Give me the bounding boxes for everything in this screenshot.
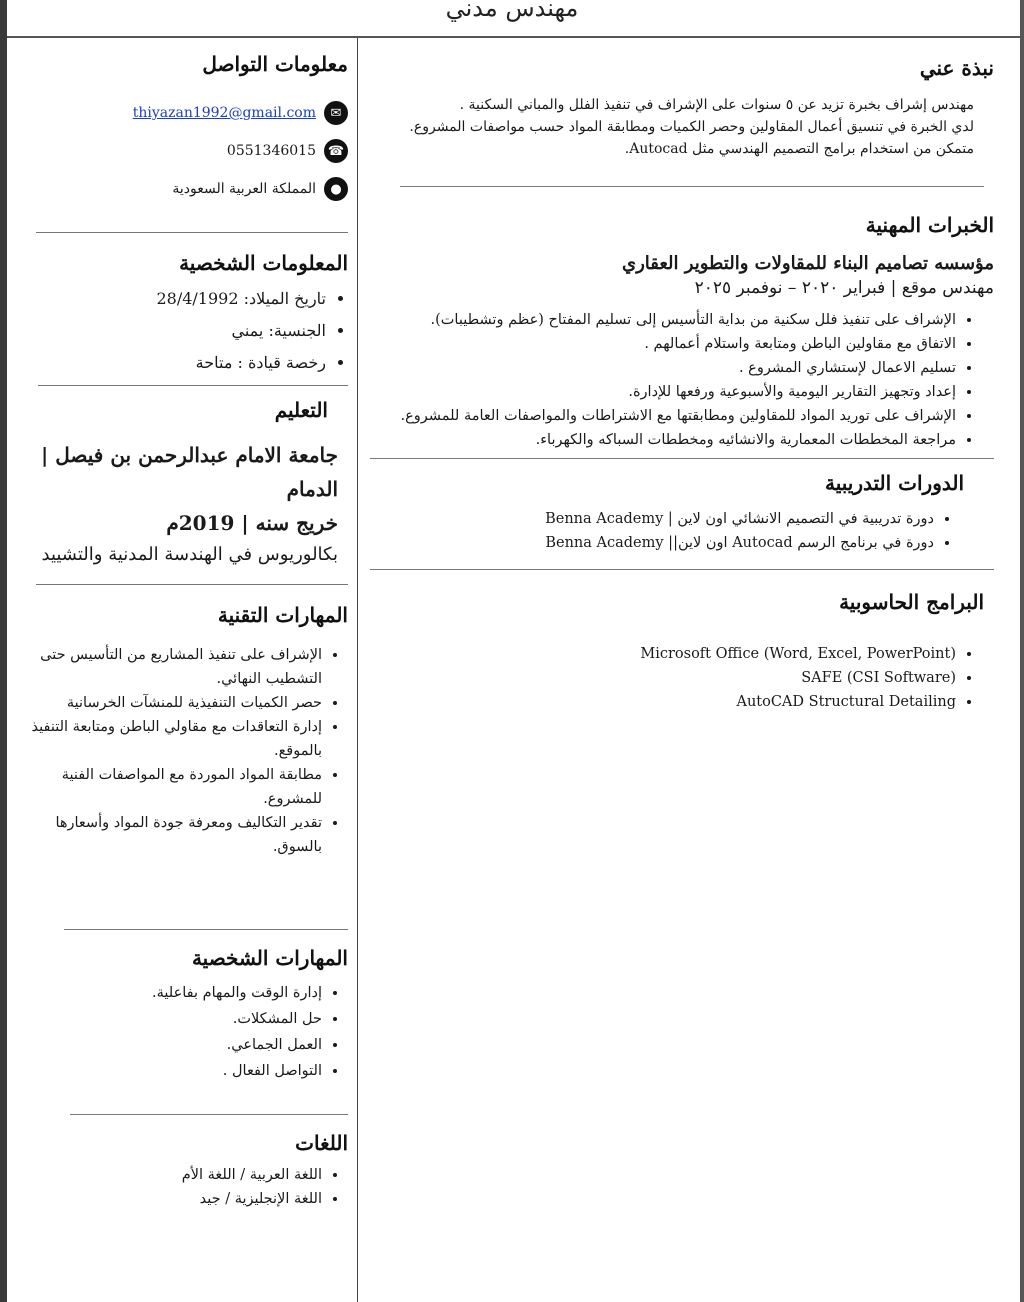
education-block (30, 438, 348, 570)
contact-list (30, 94, 348, 208)
about-line: متمكن من استخدام برامج التصميم الهندسي مثل Autocad. (624, 141, 974, 157)
soft-skill-item: • التواصل الفعال . (30, 1058, 322, 1084)
education-graduation: خريج سنه | 2019م (166, 511, 338, 535)
experience-item: • تسليم الاعمال لإستشاري المشروع . (370, 356, 956, 380)
about-heading: نبذة عني (919, 56, 994, 80)
soft-skill-item: • العمل الجماعي. (30, 1032, 322, 1058)
software-list (370, 642, 994, 714)
experience-item: • الإشراف على تنفيذ فلل سكنية من بداية التأسيس إلى تسليم المفتاح (عظم وتشطيبات). (370, 308, 956, 332)
tech-skill-item: • حصر الكميات التنفيذية للمنشآت الخرسانية (30, 691, 322, 715)
side-column (30, 38, 348, 1211)
personal-heading: المعلومات الشخصية (179, 251, 348, 275)
email-icon: ✉ (324, 101, 348, 125)
experience-item: • الإشراف على توريد المواد للمقاولين ومطابقتها مع الاشتراطات والمواصفات العامة للمشروع. (370, 404, 956, 428)
course-item: • دورة في برنامج الرسم Autocad اون لاين|| Benna Academy (370, 531, 934, 555)
experience-item: • الاتفاق مع مقاولين الباطن ومتابعة واستلام أعمالهم . (370, 332, 956, 356)
about-text (370, 94, 994, 160)
education-heading: التعليم (274, 398, 328, 422)
software-item (370, 690, 956, 714)
section-divider (400, 186, 984, 187)
courses-heading: الدورات التدريبية (824, 471, 964, 495)
phone-number: 0551346015 (226, 143, 316, 159)
personal-item: • رخصة قيادة : متاحة (30, 347, 326, 379)
soft-skills-heading: المهارات الشخصية (191, 946, 348, 970)
section-divider (36, 232, 348, 233)
education-university: جامعة الامام عبدالرحمن بن فيصل | الدمام (41, 443, 338, 501)
tech-skills-heading: المهارات التقنية (217, 603, 348, 627)
section-divider (38, 385, 348, 386)
section-divider (370, 569, 994, 570)
tech-skill-item: • إدارة التعاقدات مع مقاولي الباطن ومتابعة التنفيذ بالموقع. (30, 715, 322, 763)
tech-skills-list (30, 643, 348, 859)
education-degree: بكالوريوس في الهندسة المدنية والتشييد (41, 544, 338, 565)
personal-item: • تاريخ الميلاد: 28/4/1992 (30, 283, 326, 315)
page-right-edge (1020, 0, 1024, 1302)
languages-heading: اللغات (295, 1131, 348, 1155)
courses-list (370, 507, 994, 555)
experience-list (370, 308, 994, 452)
language-item: • اللغة العربية / اللغة الأم (30, 1163, 322, 1187)
languages-list (30, 1163, 348, 1211)
experience-role: مهندس موقع | فبراير ٢٠٢٠ – نوفمبر ٢٠٢٥ (694, 278, 994, 298)
page-title: مهندس مدني (445, 0, 579, 22)
section-divider (64, 929, 348, 930)
experience-company: مؤسسه تصاميم البناء للمقاولات والتطوير العقاري (621, 253, 994, 274)
email-link[interactable]: thiyazan1992@gmail.com (132, 105, 316, 121)
software-item (370, 642, 956, 666)
about-line: لدي الخبرة في تنسيق أعمال المقاولين وحصر الكميات ومطابقة المواد حسب مواصفات المشروع. (409, 119, 974, 135)
section-divider (36, 584, 348, 585)
tech-skill-item: • مطابقة المواد الموردة مع المواصفات الفنية للمشروع. (30, 763, 322, 811)
personal-item: • الجنسية: يمني (30, 315, 326, 347)
contact-email-row (30, 94, 348, 132)
main-column (370, 38, 994, 714)
software-heading: البرامج الحاسوبية (839, 590, 984, 614)
soft-skill-item: • حل المشكلات. (30, 1006, 322, 1032)
section-divider (370, 458, 994, 459)
page-left-edge (0, 0, 7, 1302)
tech-skill-item: • الإشراف على تنفيذ المشاريع من التأسيس حتى التشطيب النهائي. (30, 643, 322, 691)
soft-skills-list (30, 980, 348, 1084)
about-line: مهندس إشراف بخبرة تزيد عن ٥ سنوات على الإشراف في تنفيذ الفلل والمباني السكنية . (459, 97, 974, 113)
personal-list (30, 283, 348, 379)
soft-skill-item: • إدارة الوقت والمهام بفاعلية. (30, 980, 322, 1006)
experience-item: • إعداد وتجهيز التقارير اليومية والأسبوعية ورفعها للإدارة. (370, 380, 956, 404)
contact-phone-row (30, 132, 348, 170)
location-text: المملكة العربية السعودية (172, 181, 316, 197)
language-item: • اللغة الإنجليزية / جيد (30, 1187, 322, 1211)
software-item (370, 666, 956, 690)
experience-item: • مراجعة المخططات المعمارية والانشائيه ومخططات السباكه والكهرباء. (370, 428, 956, 452)
contact-heading: معلومات التواصل (202, 52, 348, 76)
tech-skill-item: • تقدير التكاليف ومعرفة جودة المواد وأسعارها بالسوق. (30, 811, 322, 859)
section-divider (70, 1114, 348, 1115)
column-divider (357, 38, 358, 1302)
contact-location-row (30, 170, 348, 208)
software-name: AutoCAD Structural Detailing (736, 694, 956, 710)
experience-heading: الخبرات المهنية (865, 213, 994, 237)
software-name: SAFE (CSI Software) (801, 670, 956, 686)
course-item: • دورة تدريبية في التصميم الانشائي اون لاين | Benna Academy (370, 507, 934, 531)
phone-icon: ☎ (324, 139, 348, 163)
software-name: Microsoft Office (Word, Excel, PowerPoint) (640, 646, 956, 662)
location-pin-icon: ● (324, 177, 348, 201)
